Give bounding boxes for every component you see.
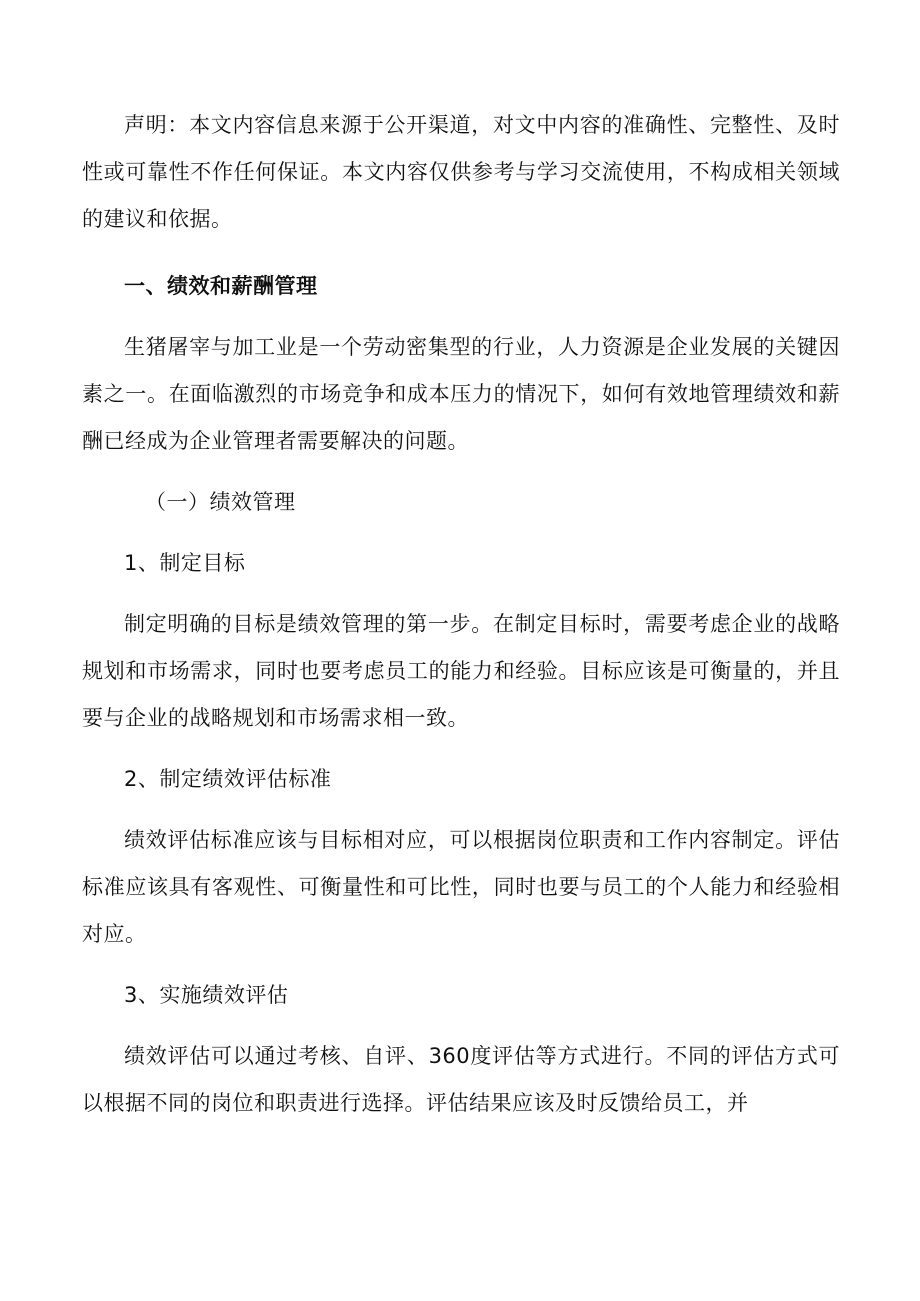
item-body: 绩效评估可以通过考核、自评、360度评估等方式进行。不同的评估方式可以根据不同的岗位和职责进行选择。评估结果应该及时反馈给员工，并 bbox=[82, 1044, 840, 1115]
spacer bbox=[82, 803, 840, 817]
section-title: 一、绩效和薪酬管理 bbox=[124, 274, 318, 298]
spacer bbox=[82, 465, 840, 479]
intro-paragraph: 生猪屠宰与加工业是一个劳动密集型的行业，人力资源是企业发展的关键因素之一。在面临激烈的市场竞争和成本压力的情况下，如何有效地管理绩效和薪酬已经成为企业管理者需要解决的问题。 bbox=[82, 335, 840, 453]
spacer bbox=[82, 243, 840, 263]
spacer bbox=[82, 526, 840, 540]
spacer bbox=[82, 1019, 840, 1033]
item-body: 制定明确的目标是绩效管理的第一步。在制定目标时，需要考虑企业的战略规划和市场需求，同时也要考虑员工的能力和经验。目标应该是可衡量的，并且要与企业的战略规划和市场需求相一致。 bbox=[82, 612, 840, 730]
spacer bbox=[82, 958, 840, 972]
subsection-title: （一）绩效管理 bbox=[145, 490, 296, 514]
disclaimer-paragraph: 声明：本文内容信息来源于公开渠道，对文中内容的准确性、完整性、及时性或可靠性不作任何保证。本文内容仅供参考与学习交流使用，不构成相关领域的建议和依据。 bbox=[82, 113, 840, 231]
item-title: 3、实施绩效评估 bbox=[124, 983, 289, 1007]
spacer bbox=[82, 310, 840, 324]
item-body: 绩效评估标准应该与目标相对应，可以根据岗位职责和工作内容制定。评估标准应该具有客观性、可衡量性和可比性，同时也要与员工的个人能力和经验相对应。 bbox=[82, 828, 840, 946]
item-title: 1、制定目标 bbox=[124, 551, 246, 575]
spacer bbox=[82, 742, 840, 756]
item-title: 2、制定绩效评估标准 bbox=[124, 767, 332, 791]
spacer bbox=[82, 587, 840, 601]
